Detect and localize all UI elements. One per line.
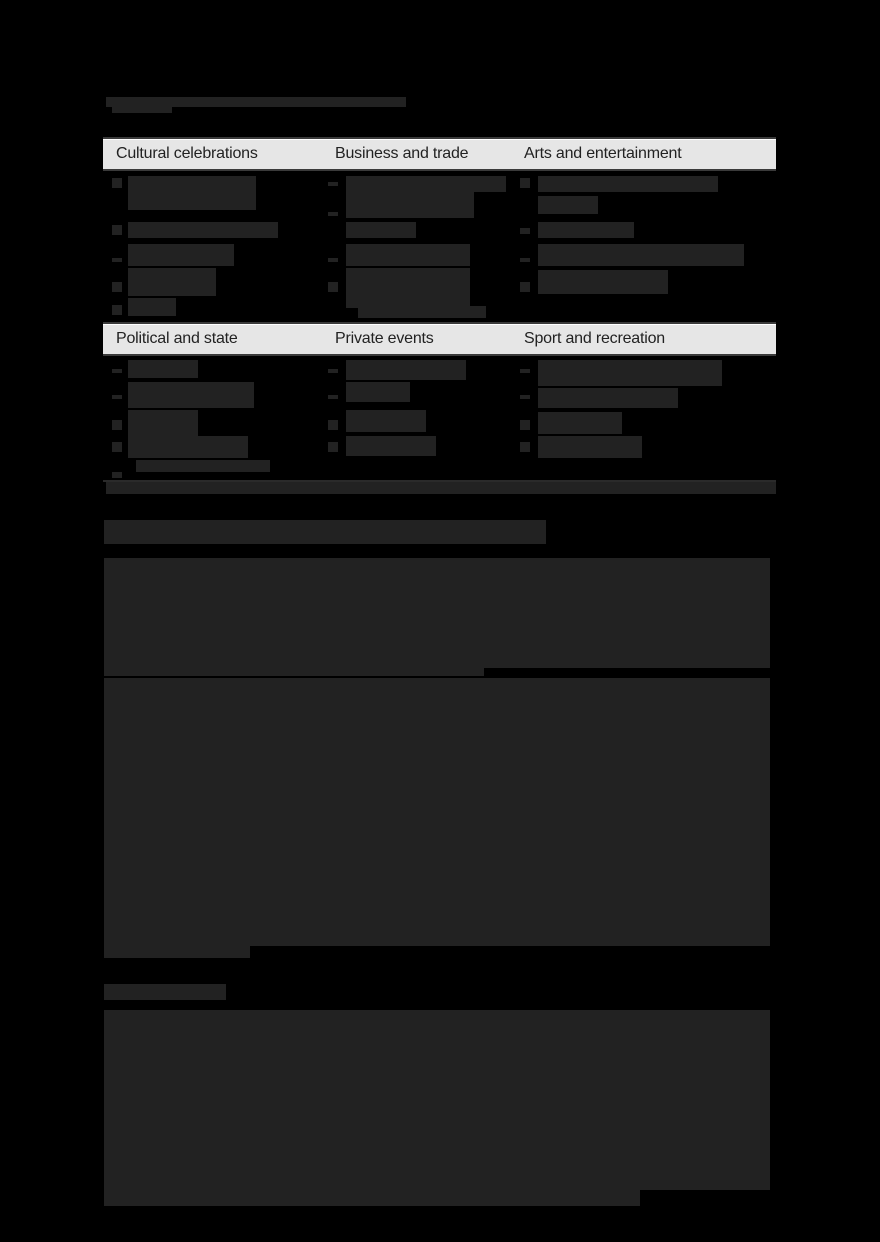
paragraph-line-end [104,1188,640,1206]
column-header-business-and-trade: Business and trade [335,145,469,162]
column-header-sport-and-recreation: Sport and recreation [524,330,665,347]
paragraph [104,678,770,946]
subsection-heading [104,984,226,1000]
section-heading [104,520,546,544]
paragraph-line-end [104,664,484,676]
column-header-private-events: Private events [335,330,434,347]
column-header-cultural-celebrations: Cultural celebrations [116,145,258,162]
paragraph-line-end [104,944,250,958]
column-header-political-and-state: Political and state [116,330,238,347]
paragraph [104,558,770,668]
column-header-arts-and-entertainment: Arts and entertainment [524,145,682,162]
paragraph [104,1010,770,1190]
